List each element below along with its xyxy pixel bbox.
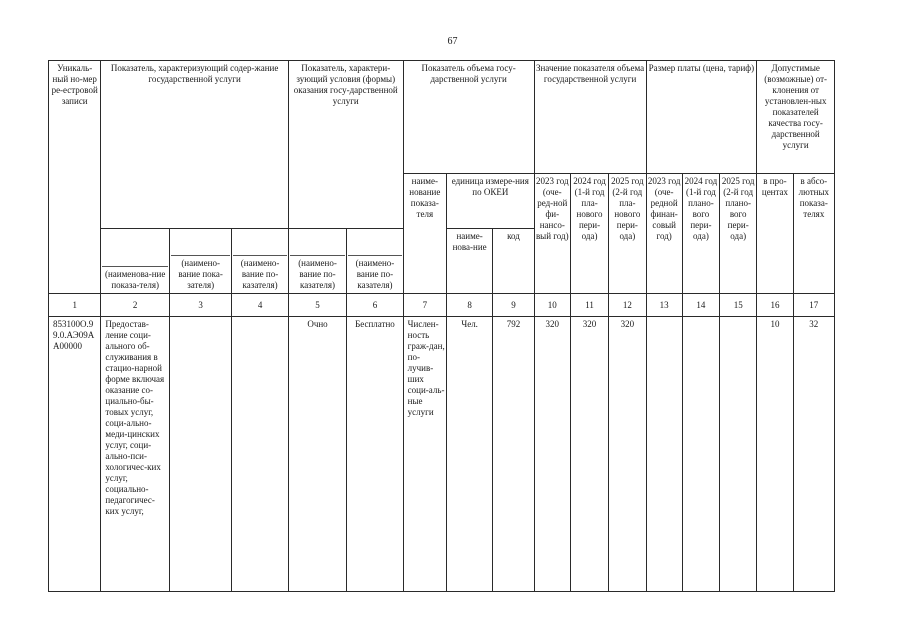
column-number: 8 xyxy=(446,294,492,317)
deviation-percent: 10 xyxy=(757,317,793,592)
header-unit-name: наиме-нова-ние xyxy=(446,229,492,294)
column-number: 1 xyxy=(49,294,101,317)
column-number: 10 xyxy=(534,294,570,317)
unit-name: Чел. xyxy=(446,317,492,592)
table-row xyxy=(49,317,835,592)
empty-cell xyxy=(169,317,231,592)
column-number: 3 xyxy=(169,294,231,317)
column-number: 4 xyxy=(232,294,288,317)
unit-code: 792 xyxy=(493,317,534,592)
subheader-condition-1: (наимено-вание по-казателя) xyxy=(288,229,346,294)
header-deviation-absolute: в абсо-лютных показа-телях xyxy=(793,174,834,294)
column-number: 2 xyxy=(101,294,170,317)
value-2023: 320 xyxy=(534,317,570,592)
header-content-group: Показатель, характеризующий содер-жание государственной услуги xyxy=(101,61,288,229)
subheader-content-3: (наимено-вание по-казателя) xyxy=(232,229,288,294)
fee-2023 xyxy=(646,317,682,592)
header-registry: Уникаль-ный но-мер ре-естровой записи xyxy=(49,61,101,294)
empty-cell xyxy=(232,317,288,592)
page-number: 67 xyxy=(447,36,458,47)
column-number: 14 xyxy=(682,294,719,317)
header-conditions-group: Показатель, характери-зующий условия (формы) оказания госу-дарственной услуги xyxy=(288,61,403,229)
column-number: 16 xyxy=(757,294,793,317)
header-year-2024: 2024 год (1-й год пла-нового пери-ода) xyxy=(570,174,608,294)
column-number: 15 xyxy=(720,294,757,317)
value-2025: 320 xyxy=(609,317,646,592)
column-number: 6 xyxy=(347,294,403,317)
fee-2024 xyxy=(682,317,719,592)
header-fee-2025: 2025 год (2-й год плано-вого пери-ода) xyxy=(720,174,757,294)
header-fee-2023: 2023 год (оче-редной финан-совый год) xyxy=(646,174,682,294)
header-year-2025: 2025 год (2-й год пла-нового пери-ода) xyxy=(609,174,646,294)
service-form: Очно xyxy=(288,317,346,592)
state-task-table xyxy=(48,60,835,592)
header-fee-2024: 2024 год (1-й год плано-вого пери-ода) xyxy=(682,174,719,294)
volume-indicator: Числен-ность граж-дан, по-лучив-ших соци-аль-ные услуги xyxy=(403,317,446,592)
header-unit-code: код xyxy=(493,229,534,294)
header-deviation-group: Допустимые (возможные) от-клонения от установлен-ных показателей качества госу-дарственной услуги xyxy=(757,61,835,174)
header-deviation-percent: в про-центах xyxy=(757,174,793,294)
header-year-2023: 2023 год (оче-ред-ной фи-нансо-вый год) xyxy=(534,174,570,294)
column-number: 5 xyxy=(288,294,346,317)
value-2024: 320 xyxy=(570,317,608,592)
column-number: 17 xyxy=(793,294,834,317)
subheader-content-1: (наименова-ние показа-теля) xyxy=(101,229,170,294)
column-number: 7 xyxy=(403,294,446,317)
column-number-row xyxy=(49,294,835,317)
header-value-group: Значение показателя объема государственной услуги xyxy=(534,61,646,174)
column-number: 9 xyxy=(493,294,534,317)
column-number: 12 xyxy=(609,294,646,317)
registry-number: 853100О.99.0.АЭ09АА00000 xyxy=(49,317,101,592)
header-fee-group: Размер платы (цена, тариф) xyxy=(646,61,757,174)
subheader-condition-2: (наимено-вание по-казателя) xyxy=(347,229,403,294)
deviation-absolute: 32 xyxy=(793,317,834,592)
column-number: 13 xyxy=(646,294,682,317)
fee-2025 xyxy=(720,317,757,592)
column-number: 11 xyxy=(570,294,608,317)
service-content: Предостав-ление соци-ального об-служивания в стацио-нарной форме включая оказание со-циально-бы-товых услуг, соци-ально-меди-цинских услуг, соци-ально-пси-хологичес-ких услуг, социально-педагогичес-ких услуг, xyxy=(101,317,170,592)
service-payment: Бесплатно xyxy=(347,317,403,592)
header-volume-name: наиме-нование показа-теля xyxy=(403,174,446,294)
header-volume-unit: единица измере-ния по ОКЕИ xyxy=(446,174,534,229)
header-volume-group: Показатель объема госу-дарственной услуги xyxy=(403,61,534,174)
subheader-content-2: (наимено-вание пока-зателя) xyxy=(169,229,231,294)
